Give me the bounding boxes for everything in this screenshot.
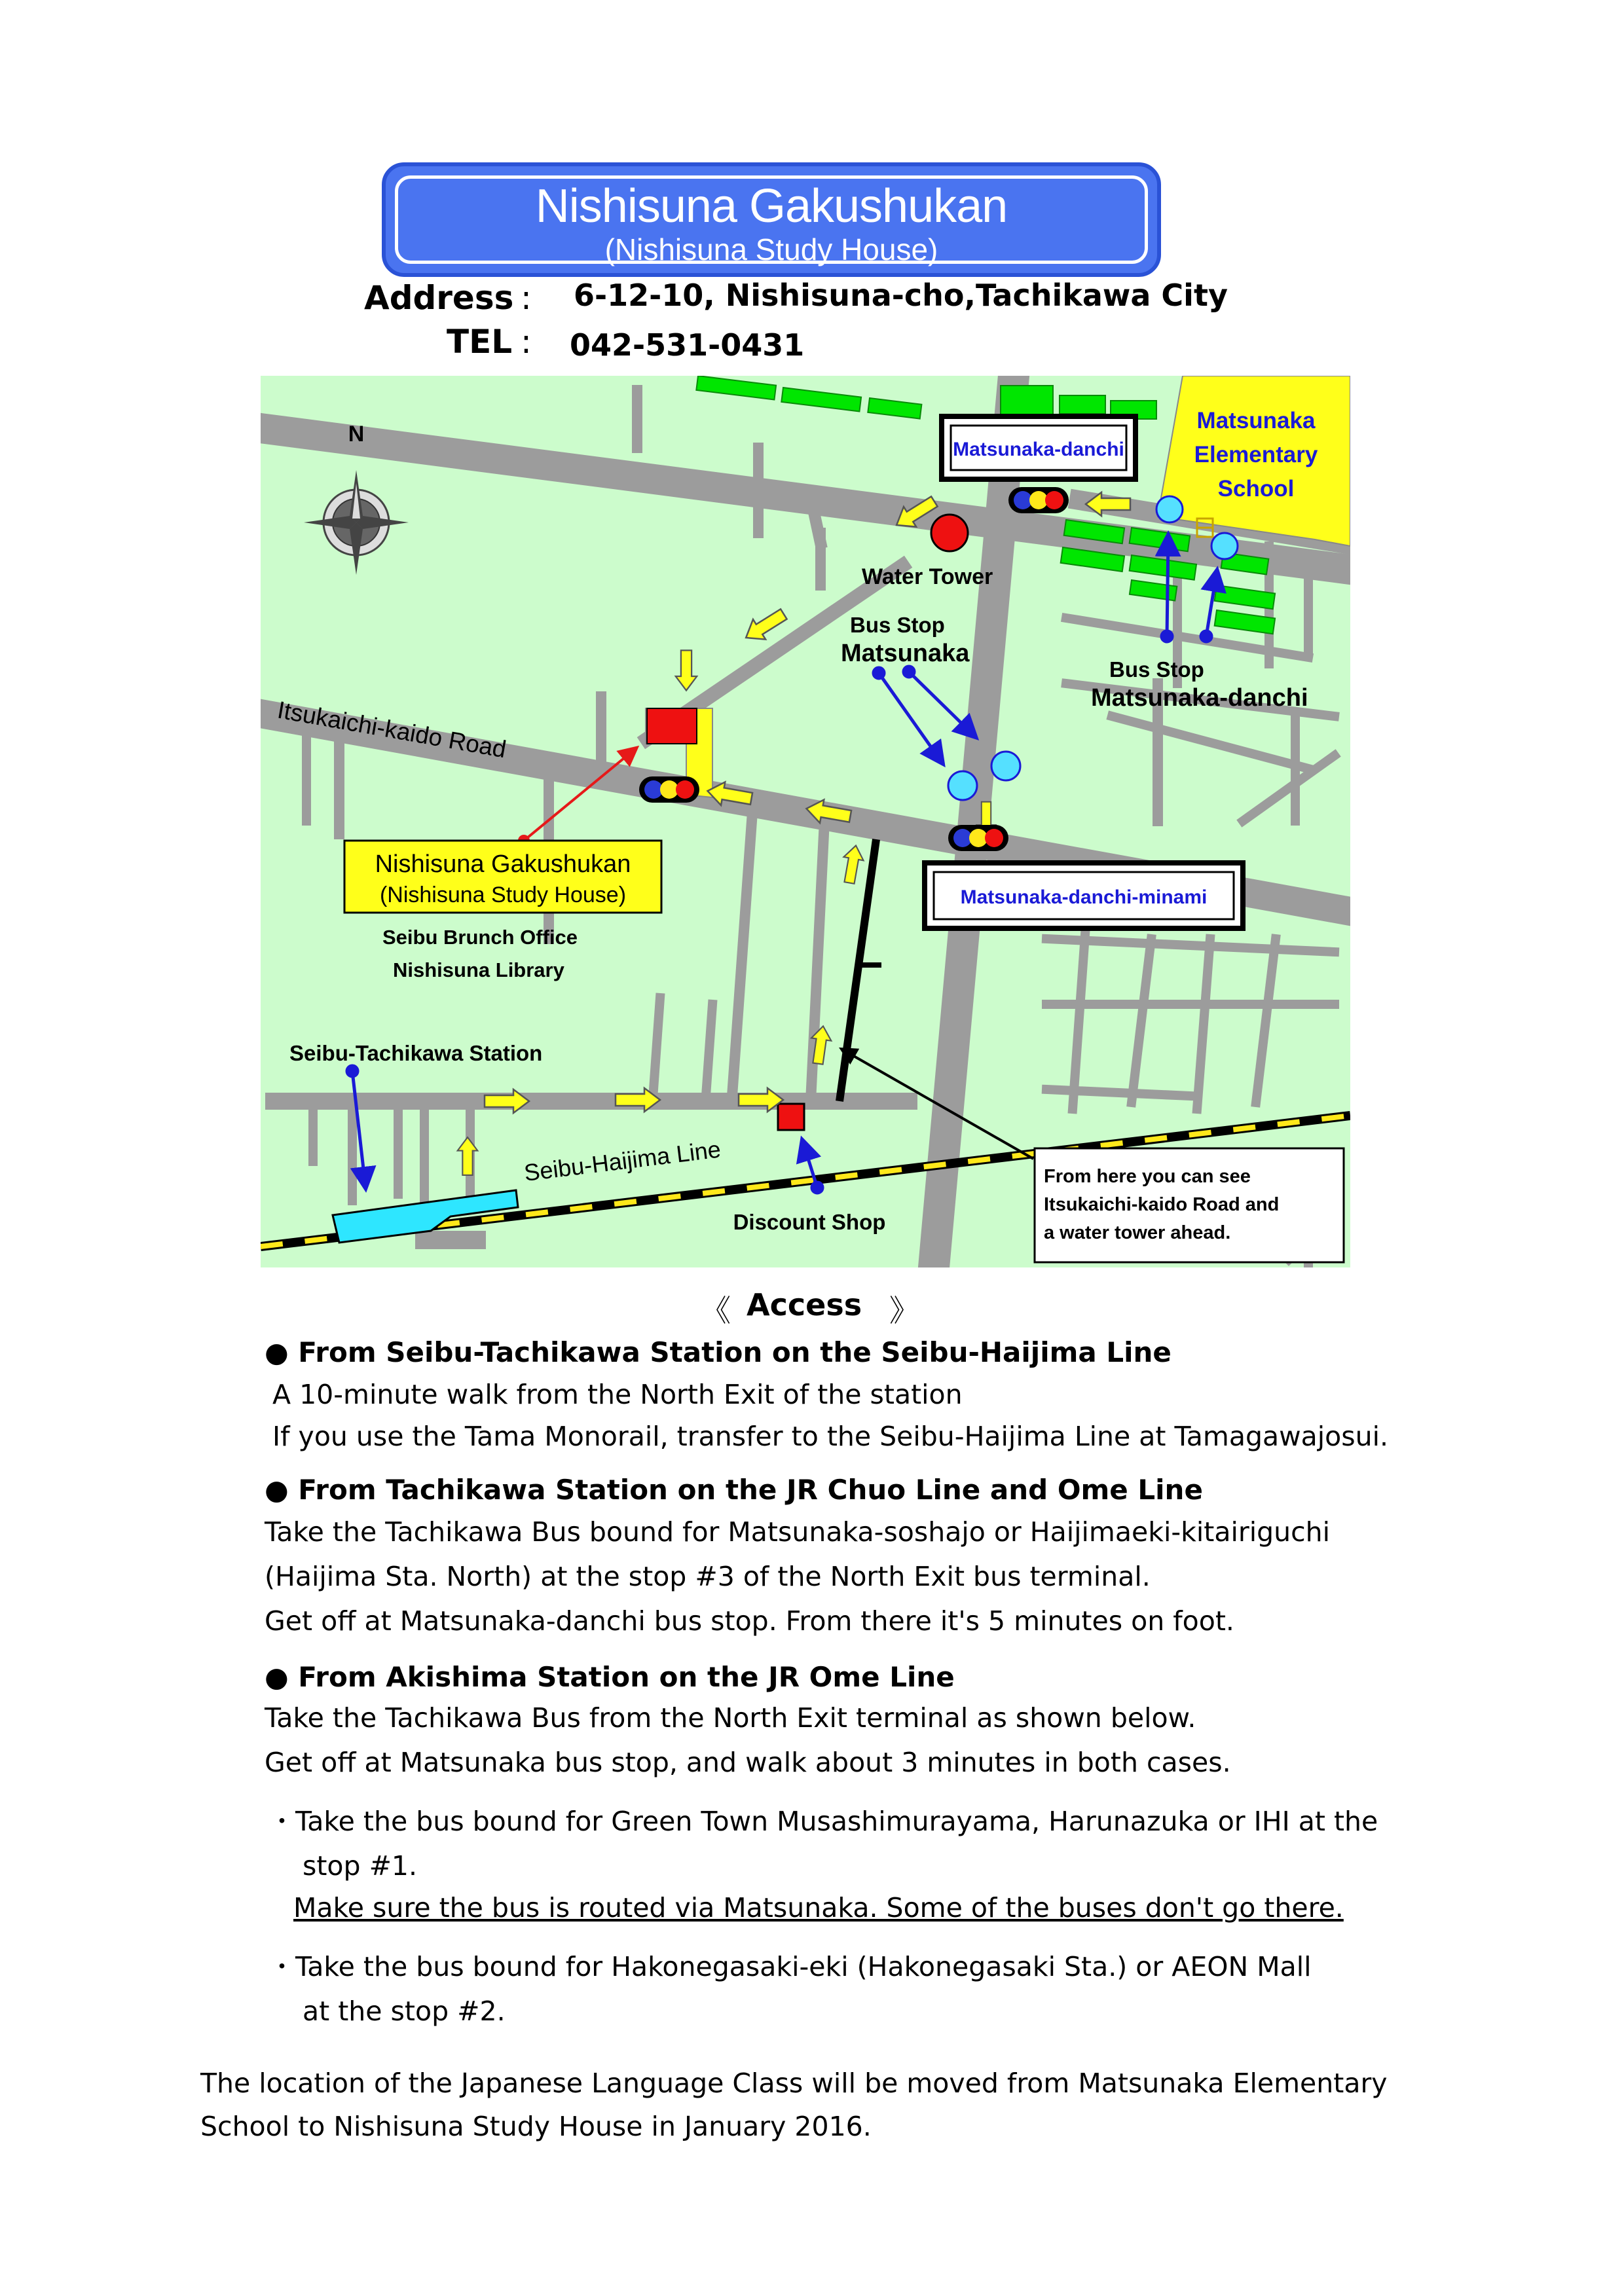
discount-shop-marker	[778, 1104, 804, 1130]
traffic-signal-icon	[639, 776, 699, 803]
section-3-line-2: Get off at Matsunaka bus stop, and walk about 3 minutes in both cases.	[265, 1747, 1231, 1778]
bus-stop-danchi-label-2: Matsunaka-danchi	[1091, 684, 1308, 712]
traffic-signal-icon	[1008, 487, 1069, 513]
station-label: Seibu-Tachikawa Station	[289, 1041, 543, 1065]
itsukaichi-road-label: Itsukaichi-kaido Road	[275, 696, 509, 763]
section-2-line-3: Get off at Matsunaka-danchi bus stop. From there it's 5 minutes on foot.	[265, 1605, 1234, 1637]
traffic-signal-icon	[948, 825, 1008, 851]
bullet-icon: ●	[265, 1474, 289, 1506]
bus-stop-icon	[1156, 496, 1183, 522]
library-label: Nishisuna Library	[393, 958, 564, 981]
section-1-title: ● From Seibu-Tachikawa Station on the Seibu-Haijima Line	[265, 1336, 1172, 1368]
study-house-label-sub: (Nishisuna Study House)	[379, 883, 627, 907]
tel-value: 042-531-0431	[570, 327, 805, 363]
section-3-line-1: Take the Tachikawa Bus from the North Exit terminal as shown below.	[265, 1702, 1196, 1734]
matsunaka-danchi-minami-label: Matsunaka-danchi-minami	[960, 886, 1208, 908]
school-label-3: School	[1217, 476, 1295, 501]
footer-line-2: School to Nishisuna Study House in January 2016.	[200, 2111, 872, 2142]
bullet-icon: ●	[265, 1336, 289, 1368]
access-close-mark: 》	[889, 1293, 919, 1328]
compass-north-label: N	[348, 422, 365, 446]
bus-stop-icon	[948, 771, 977, 800]
section-2-line-1: Take the Tachikawa Bus bound for Matsunaka-soshajo or Haijimaeki-kitairiguchi	[265, 1516, 1331, 1548]
note-line-3: a water tower ahead.	[1044, 1222, 1231, 1243]
railway-label: Seibu-Haijima Line	[522, 1135, 722, 1186]
address-colon: :	[521, 279, 532, 317]
page-subtitle: (Nishisuna Study House)	[604, 232, 938, 266]
bus-option-1-line-2: stop #1.	[303, 1850, 418, 1882]
sub-bullet: ・	[268, 1951, 295, 1982]
bus-option-2-line-1: ・Take the bus bound for Hakonegasaki-eki (Hakonegasaki Sta.) or AEON Mall	[268, 1951, 1312, 1982]
matsunaka-danchi-label: Matsunaka-danchi	[953, 439, 1124, 460]
page-title: Nishisuna Gakushukan	[535, 180, 1008, 232]
sub-bullet: ・	[268, 1806, 295, 1837]
bus-route-warning: Make sure the bus is routed via Matsunaka. Some of the buses don't go there.	[293, 1892, 1344, 1923]
bus-stop-icon	[1211, 533, 1238, 559]
title-banner	[382, 162, 1161, 277]
access-map	[261, 376, 1350, 1267]
water-tower-icon	[931, 515, 968, 551]
study-house-label-name: Nishisuna Gakushukan	[375, 850, 631, 878]
section-1-line-2: If you use the Tama Monorail, transfer to the Seibu-Haijima Line at Tamagawajosui.	[272, 1421, 1389, 1452]
access-heading: Access	[747, 1287, 862, 1322]
access-open-mark: 《	[701, 1293, 731, 1328]
address-value: 6-12-10, Nishisuna-cho,Tachikawa City	[574, 278, 1228, 313]
school-label-2: Elementary	[1194, 442, 1318, 467]
bus-stop-matsunaka-label-1: Bus Stop	[850, 613, 945, 637]
branch-office-label: Seibu Brunch Office	[382, 926, 578, 949]
address-label: Address	[364, 279, 514, 317]
bus-stop-matsunaka-label-2: Matsunaka	[841, 640, 970, 667]
bus-option-2-line-2: at the stop #2.	[303, 1995, 506, 2027]
bullet-icon: ●	[265, 1661, 289, 1693]
tel-label: TEL	[447, 323, 513, 361]
school-label-1: Matsunaka	[1196, 408, 1316, 433]
bus-stop-icon	[991, 752, 1020, 780]
bus-option-1-line-1: ・Take the bus bound for Green Town Musashimurayama, Harunazuka or IHI at the	[268, 1806, 1378, 1837]
section-1-line-1: A 10-minute walk from the North Exit of the station	[272, 1379, 963, 1410]
study-house-marker	[647, 708, 697, 744]
section-3-title: ● From Akishima Station on the JR Ome Line	[265, 1661, 955, 1693]
water-tower-label: Water Tower	[862, 564, 993, 589]
note-line-2: Itsukaichi-kaido Road and	[1044, 1194, 1280, 1215]
discount-shop-label: Discount Shop	[733, 1210, 886, 1234]
section-2-line-2: (Haijima Sta. North) at the stop #3 of the North Exit bus terminal.	[265, 1561, 1151, 1592]
note-line-1: From here you can see	[1044, 1166, 1251, 1187]
footer-line-1: The location of the Japanese Language Class will be moved from Matsunaka Elementary	[200, 2068, 1388, 2099]
tel-colon: :	[521, 323, 532, 361]
section-2-title: ● From Tachikawa Station on the JR Chuo Line and Ome Line	[265, 1474, 1203, 1506]
bus-stop-danchi-label-1: Bus Stop	[1109, 657, 1204, 682]
